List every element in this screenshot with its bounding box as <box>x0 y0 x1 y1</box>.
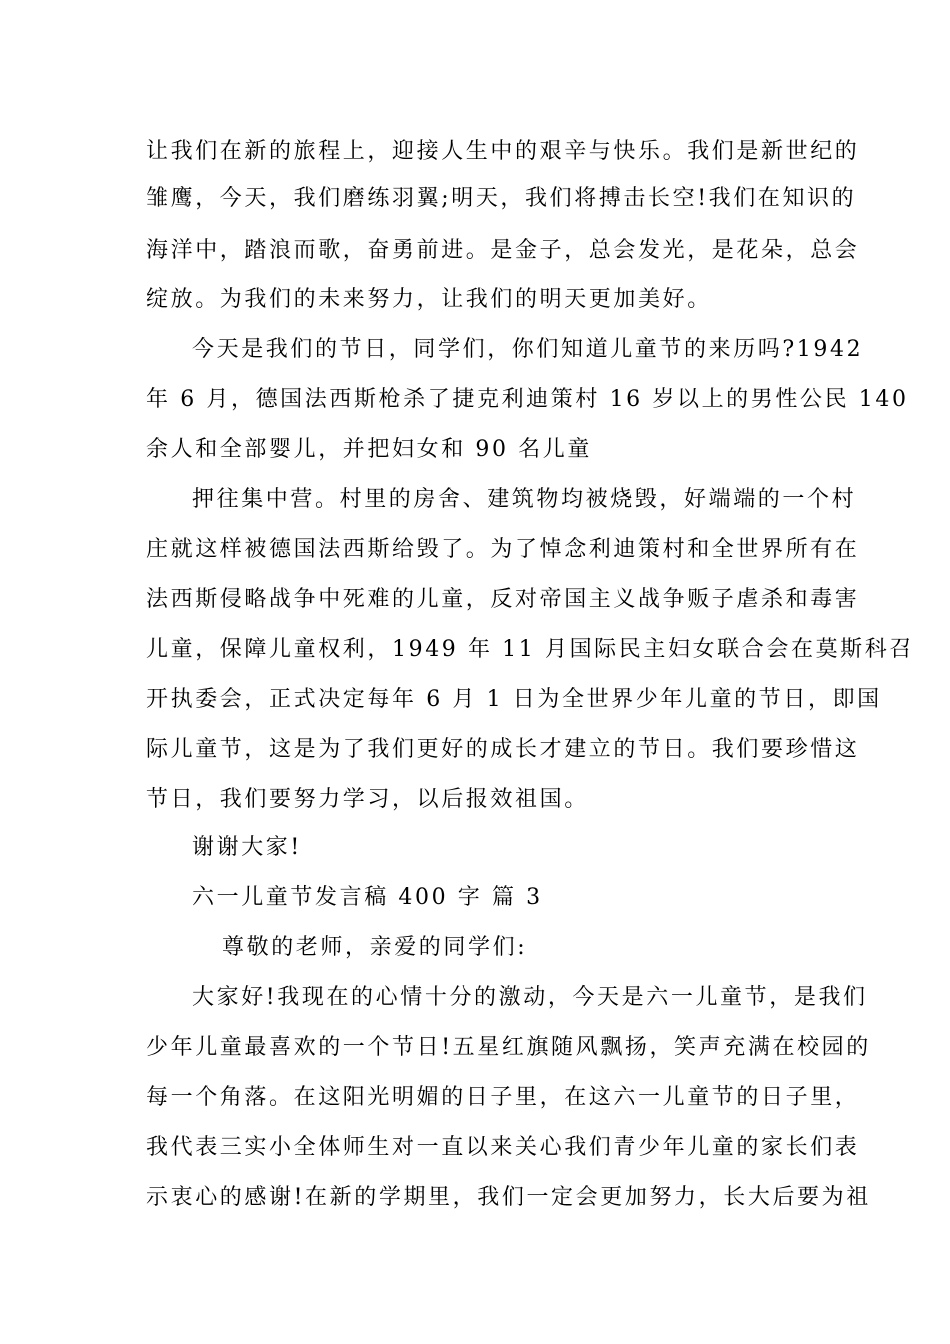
body-line: 余人和全部婴儿，并把妇女和 90 名儿童 <box>146 437 592 462</box>
body-line: 今天是我们的节日，同学们，你们知道儿童节的来历吗?1942 <box>192 337 864 362</box>
body-line: 大家好!我现在的心情十分的激动，今天是六一儿童节，是我们 <box>192 985 868 1010</box>
body-line: 际儿童节，这是为了我们更好的成长才建立的节日。我们要珍惜这 <box>146 737 860 762</box>
section-heading: 六一儿童节发言稿 400 字 篇 3 <box>192 885 543 910</box>
body-line: 法西斯侵略战争中死难的儿童，反对帝国主义战争贩子虐杀和毒害 <box>146 587 860 612</box>
salutation-line: 尊敬的老师，亲爱的同学们: <box>222 935 528 960</box>
body-line: 绽放。为我们的未来努力，让我们的明天更加美好。 <box>146 287 712 312</box>
body-line: 雏鹰，今天，我们磨练羽翼;明天，我们将搏击长空!我们在知识的 <box>146 186 857 211</box>
body-line: 节日，我们要努力学习，以后报效祖国。 <box>146 787 589 812</box>
body-line: 让我们在新的旅程上，迎接人生中的艰辛与快乐。我们是新世纪的 <box>146 139 860 164</box>
body-line: 押往集中营。村里的房舍、建筑物均被烧毁，好端端的一个村 <box>192 487 857 512</box>
body-line: 开执委会，正式决定每年 6 月 1 日为全世界少年儿童的节日，即国 <box>146 687 882 712</box>
body-line: 儿童，保障儿童权利，1949 年 11 月国际民主妇女联合会在莫斯科召 <box>146 637 914 662</box>
body-line: 示衷心的感谢!在新的学期里，我们一定会更加努力，长大后要为祖 <box>146 1185 871 1210</box>
body-line: 我代表三实小全体师生对一直以来关心我们青少年儿童的家长们表 <box>146 1135 860 1160</box>
body-line: 庄就这样被德国法西斯给毁了。为了悼念利迪策村和全世界所有在 <box>146 537 860 562</box>
closing-line: 谢谢大家! <box>192 835 302 860</box>
body-line: 少年儿童最喜欢的一个节日!五星红旗随风飘扬，笑声充满在校园的 <box>146 1035 871 1060</box>
body-line: 年 6 月，德国法西斯枪杀了捷克利迪策村 16 岁以上的男性公民 140 <box>146 387 909 412</box>
body-line: 每一个角落。在这阳光明媚的日子里，在这六一儿童节的日子里， <box>146 1085 860 1110</box>
body-line: 海洋中，踏浪而歌，奋勇前进。是金子，总会发光，是花朵，总会 <box>146 238 860 263</box>
